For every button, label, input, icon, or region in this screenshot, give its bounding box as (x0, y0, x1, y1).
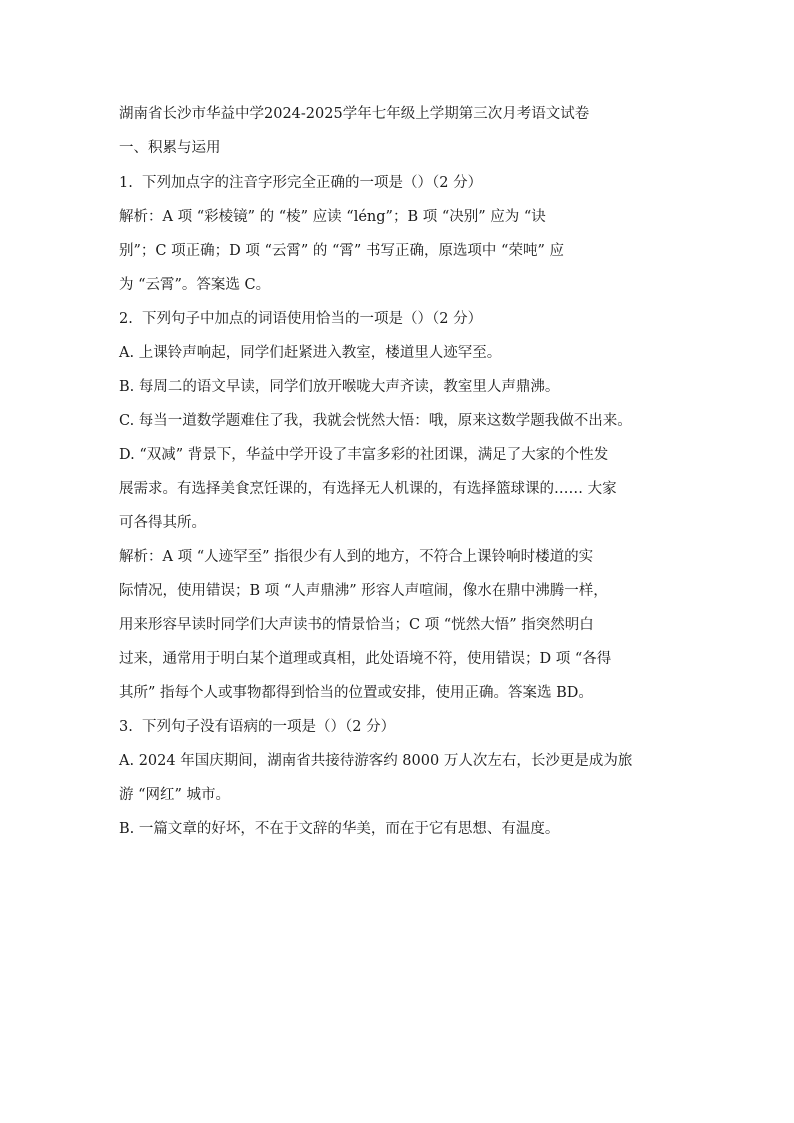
question-2-analysis-line: 其所” 指每个人或事物都得到恰当的位置或安排，使用正确。答案选 BD。 (119, 685, 593, 701)
question-2-option-a: A. 上课铃声响起，同学们赶紧进入教室，楼道里人迹罕至。 (119, 345, 502, 361)
question-1-analysis-line: 别”；C 项正确；D 项 “云霄” 的 “霄” 书写正确，原选项中 “荣吨” 应 (119, 243, 564, 259)
section-heading: 一、积累与运用 (119, 140, 221, 156)
question-3-stem: 3. 下列句子没有语病的一项是（）（2 分） (119, 719, 396, 735)
question-2-analysis-line: 过来，通常用于明白某个道理或真相，此处语境不符，使用错误；D 项 “各得 (119, 651, 612, 667)
question-1-analysis-line: 为 “云霄”。答案选 C。 (119, 277, 271, 293)
question-3-option-a-line: 游 “网红” 城市。 (119, 787, 231, 803)
question-2-option-b: B. 每周二的语文早读，同学们放开喉咙大声齐读，教室里人声鼎沸。 (119, 379, 560, 395)
question-2-option-d-line: 展需求。有选择美食烹饪课的，有选择无人机课的，有选择篮球课的…… 大家 (119, 481, 617, 497)
document-title: 湖南省长沙市华益中学2024-2025学年七年级上学期第三次月考语文试卷 (119, 106, 590, 122)
question-2-option-d-line: D. “双减” 背景下，华益中学开设了丰富多彩的社团课，满足了大家的个性发 (119, 447, 609, 463)
question-2-analysis-line: 用来形容早读时同学们大声读书的情景恰当；C 项 “恍然大悟” 指突然明白 (119, 617, 594, 633)
question-2-option-c: C. 每当一道数学题难住了我，我就会恍然大悟：哦，原来这数学题我做不出来。 (119, 413, 632, 429)
question-2-analysis-line: 解析：A 项 “人迹罕至” 指很少有人到的地方，不符合上课铃响时楼道的实 (119, 549, 594, 565)
question-2-analysis-line: 际情况，使用错误；B 项 “人声鼎沸” 形容人声喧闹，像水在鼎中沸腾一样， (119, 583, 608, 599)
question-1-stem: 1. 下列加点字的注音字形完全正确的一项是（）（2 分） (119, 175, 483, 191)
question-3-option-a-line: A. 2024 年国庆期间，湖南省共接待游客约 8000 万人次左右，长沙更是成为旅 (119, 753, 633, 769)
question-2-stem: 2. 下列句子中加点的词语使用恰当的一项是（）（2 分） (119, 311, 483, 327)
question-1 (119, 166, 675, 302)
question-3 (119, 710, 675, 846)
question-2-option-d-line: 可各得其所。 (119, 515, 206, 531)
question-3-option-b: B. 一篇文章的好坏，不在于文辞的华美，而在于它有思想、有温度。 (119, 821, 560, 837)
question-1-analysis-line: 解析：A 项 “彩棱镜” 的 “棱” 应读 “léng”；B 项 “决别” 应为 “诀 (119, 209, 546, 225)
exam-page (119, 104, 675, 846)
question-2 (119, 302, 675, 710)
